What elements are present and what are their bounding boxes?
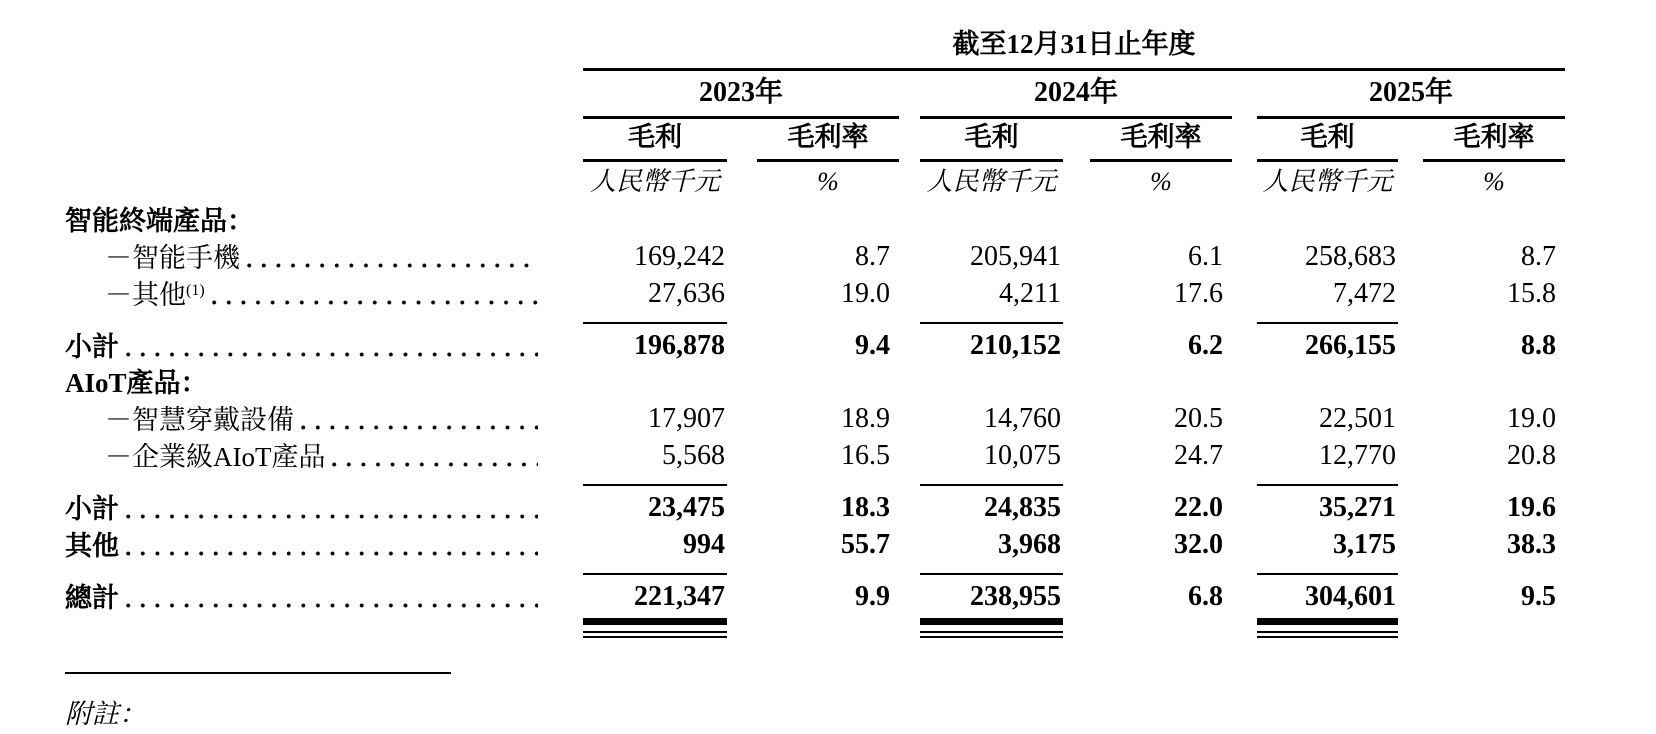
value-cell: 6.2 bbox=[1188, 330, 1223, 361]
footnote-label: 附註： bbox=[65, 699, 146, 729]
value-cell: 20.8 bbox=[1507, 440, 1556, 471]
rule-segment bbox=[583, 563, 727, 575]
value-cell: 3,968 bbox=[998, 529, 1061, 560]
value-cell: 6.1 bbox=[1188, 241, 1223, 272]
value-cell: 19.0 bbox=[1507, 403, 1556, 434]
value-cell: 35,271 bbox=[1319, 492, 1396, 523]
rule-segment bbox=[1257, 474, 1398, 486]
rule-segment bbox=[1257, 563, 1398, 575]
section-rule bbox=[65, 474, 1565, 489]
value-cell: 9.5 bbox=[1521, 581, 1556, 612]
value-cell: 8.7 bbox=[855, 241, 890, 272]
col-header-gross-profit-2024: 毛利 bbox=[920, 119, 1063, 162]
row-label: －智慧穿戴設備 bbox=[105, 405, 294, 435]
section-rule bbox=[65, 563, 1565, 578]
value-cell: 15.8 bbox=[1507, 278, 1556, 309]
value-cell: 266,155 bbox=[1305, 330, 1396, 361]
value-cell: 17.6 bbox=[1174, 278, 1223, 309]
rule-segment bbox=[583, 474, 727, 486]
unit-rmb-thousand-2025: 人民幣千元 bbox=[1262, 167, 1393, 196]
rule-segment bbox=[920, 312, 1063, 324]
rule-segment bbox=[1257, 312, 1398, 324]
table-row bbox=[65, 437, 1565, 474]
value-cell: 304,601 bbox=[1305, 581, 1396, 612]
dot-leader bbox=[301, 425, 538, 430]
year-header-row bbox=[65, 71, 1565, 119]
double-rule-segment bbox=[920, 618, 1063, 640]
value-cell: 9.9 bbox=[855, 581, 890, 612]
value-cell: 221,347 bbox=[634, 581, 725, 612]
unit-rmb-thousand-2024: 人民幣千元 bbox=[926, 167, 1057, 196]
value-cell: 22,501 bbox=[1319, 403, 1396, 434]
row-label: －企業級AIoT產品 bbox=[105, 442, 326, 472]
value-cell: 8.8 bbox=[1521, 330, 1556, 361]
dot-leader bbox=[126, 352, 538, 357]
dot-leader bbox=[212, 300, 538, 305]
table-row bbox=[65, 202, 1565, 238]
value-cell: 7,472 bbox=[1333, 278, 1396, 309]
row-label: －智能手機 bbox=[105, 243, 240, 273]
unit-percent-2023: % bbox=[817, 167, 839, 196]
unit-header-row bbox=[65, 162, 1565, 202]
value-cell: 196,878 bbox=[634, 330, 725, 361]
rule-segment bbox=[920, 563, 1063, 575]
row-label: 其他 bbox=[65, 531, 119, 561]
value-cell: 23,475 bbox=[648, 492, 725, 523]
value-cell: 10,075 bbox=[984, 440, 1061, 471]
value-cell: 258,683 bbox=[1305, 241, 1396, 272]
value-cell: 4,211 bbox=[999, 278, 1061, 309]
double-rule-segment bbox=[1257, 618, 1398, 640]
table-row bbox=[65, 526, 1565, 563]
value-cell: 17,907 bbox=[648, 403, 725, 434]
period-header: 截至12月31日止年度 bbox=[952, 29, 1196, 59]
value-cell: 22.0 bbox=[1174, 492, 1223, 523]
value-cell: 20.5 bbox=[1174, 403, 1223, 434]
table-row bbox=[65, 327, 1565, 364]
unit-percent-2024: % bbox=[1150, 167, 1172, 196]
col-header-gross-profit-margin-2023: 毛利率 bbox=[757, 119, 899, 162]
row-label: 總計 bbox=[65, 583, 119, 613]
table-row bbox=[65, 364, 1565, 400]
value-cell: 169,242 bbox=[634, 241, 725, 272]
value-cell: 14,760 bbox=[984, 403, 1061, 434]
col-header-gross-profit-2025: 毛利 bbox=[1257, 119, 1398, 162]
dot-leader bbox=[126, 551, 538, 556]
value-cell: 18.9 bbox=[841, 403, 890, 434]
value-cell: 16.5 bbox=[841, 440, 890, 471]
unit-rmb-thousand-2023: 人民幣千元 bbox=[589, 167, 720, 196]
row-label: －其他 bbox=[105, 280, 186, 310]
unit-percent-2025: % bbox=[1483, 167, 1505, 196]
dot-leader bbox=[126, 603, 538, 608]
row-label: 小計 bbox=[65, 494, 119, 524]
value-cell: 8.7 bbox=[1521, 241, 1556, 272]
metric-header-row bbox=[65, 119, 1565, 162]
footnote-marker: (1) bbox=[186, 282, 205, 299]
rule-segment bbox=[583, 312, 727, 324]
rule-segment bbox=[920, 474, 1063, 486]
dot-leader bbox=[247, 263, 538, 268]
value-cell: 24,835 bbox=[984, 492, 1061, 523]
value-cell: 238,955 bbox=[970, 581, 1061, 612]
value-cell: 205,941 bbox=[970, 241, 1061, 272]
value-cell: 24.7 bbox=[1174, 440, 1223, 471]
table-row bbox=[65, 238, 1565, 275]
value-cell: 19.6 bbox=[1507, 492, 1556, 523]
row-label: AIoT產品： bbox=[65, 368, 208, 398]
value-cell: 210,152 bbox=[970, 330, 1061, 361]
row-label: 智能終端產品： bbox=[65, 206, 254, 236]
table-row bbox=[65, 275, 1565, 312]
value-cell: 19.0 bbox=[841, 278, 890, 309]
value-cell: 3,175 bbox=[1333, 529, 1396, 560]
table-row bbox=[65, 400, 1565, 437]
table-row bbox=[65, 489, 1565, 526]
total-double-rule bbox=[65, 618, 1565, 640]
table-row bbox=[65, 578, 1565, 615]
year-column-2025: 2025年 bbox=[1257, 71, 1565, 119]
col-header-gross-profit-2023: 毛利 bbox=[583, 119, 727, 162]
value-cell: 18.3 bbox=[841, 492, 890, 523]
section-rule bbox=[65, 312, 1565, 327]
dot-leader bbox=[126, 514, 538, 519]
year-column-2024: 2024年 bbox=[920, 71, 1232, 119]
value-cell: 12,770 bbox=[1319, 440, 1396, 471]
value-cell: 32.0 bbox=[1174, 529, 1223, 560]
row-label: 小計 bbox=[65, 332, 119, 362]
value-cell: 38.3 bbox=[1507, 529, 1556, 560]
value-cell: 6.8 bbox=[1188, 581, 1223, 612]
footnote-separator bbox=[65, 672, 451, 674]
year-column-2023: 2023年 bbox=[583, 71, 899, 119]
col-header-gross-profit-margin-2024: 毛利率 bbox=[1090, 119, 1232, 162]
col-header-gross-profit-margin-2025: 毛利率 bbox=[1423, 119, 1565, 162]
value-cell: 27,636 bbox=[648, 278, 725, 309]
value-cell: 5,568 bbox=[662, 440, 725, 471]
table-body bbox=[65, 202, 1565, 640]
value-cell: 9.4 bbox=[855, 330, 890, 361]
dot-leader bbox=[332, 462, 538, 467]
value-cell: 55.7 bbox=[841, 529, 890, 560]
double-rule-segment bbox=[583, 618, 727, 640]
value-cell: 994 bbox=[683, 529, 725, 560]
